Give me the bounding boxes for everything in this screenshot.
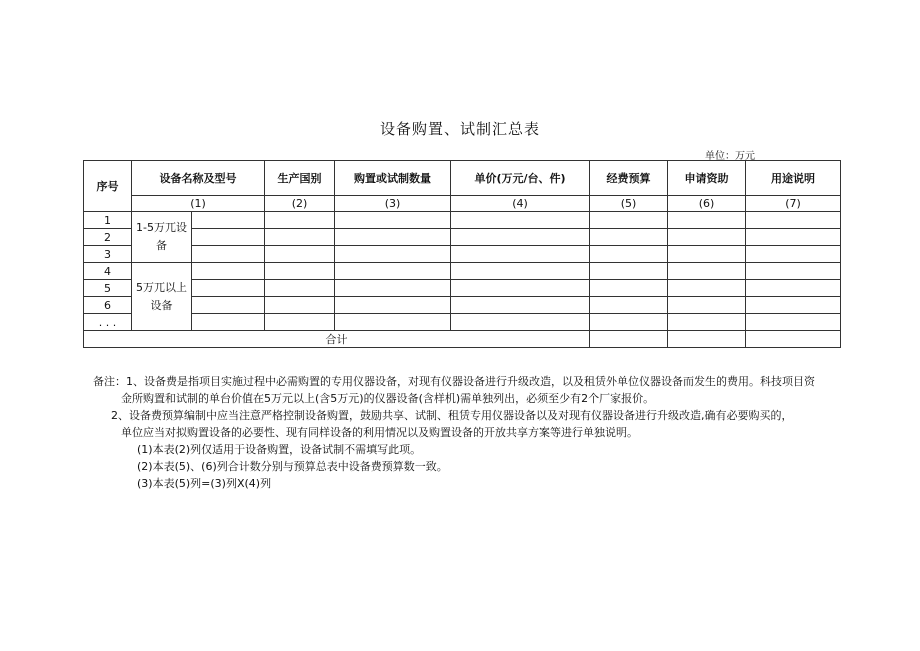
notes-section	[93, 373, 873, 492]
table-cell[interactable]	[668, 212, 746, 229]
note-line: (3)本表(5)列=(3)列X(4)列	[137, 477, 272, 490]
note-line: (1)本表(2)列仅适用于设备购置，设备试制不需填写此项。	[137, 443, 422, 456]
col-number: (6)	[668, 196, 746, 212]
table-cell[interactable]	[590, 280, 668, 297]
header-device-name: 设备名称及型号	[132, 161, 265, 196]
header-purpose: 用途说明	[746, 161, 841, 196]
table-cell[interactable]	[192, 212, 265, 229]
header-index: 序号	[84, 161, 132, 212]
table-row	[84, 314, 841, 331]
table-cell[interactable]	[746, 212, 841, 229]
header-quantity: 购置或试制数量	[335, 161, 451, 196]
total-budget-cell[interactable]	[590, 331, 668, 348]
table-cell[interactable]	[192, 229, 265, 246]
table-cell[interactable]	[451, 280, 590, 297]
table-cell[interactable]	[590, 246, 668, 263]
table-cell[interactable]	[335, 314, 451, 331]
total-purpose-cell[interactable]	[746, 331, 841, 348]
table-cell[interactable]	[451, 314, 590, 331]
table-cell[interactable]	[265, 280, 335, 297]
col-number: (7)	[746, 196, 841, 212]
table-row	[84, 297, 841, 314]
table-row	[84, 229, 841, 246]
note-line: (2)本表(5)、(6)列合计数分别与预算总表中设备费预算数一致。	[137, 460, 448, 473]
col-number: (3)	[335, 196, 451, 212]
table-cell[interactable]	[335, 263, 451, 280]
table-cell[interactable]	[668, 297, 746, 314]
table-cell[interactable]	[590, 212, 668, 229]
table-cell[interactable]	[590, 263, 668, 280]
row-number: 2	[84, 229, 132, 246]
table-cell[interactable]	[451, 297, 590, 314]
row-number: 3	[84, 246, 132, 263]
table-cell[interactable]	[335, 229, 451, 246]
table-cell[interactable]	[451, 246, 590, 263]
header-funding: 申请资助	[668, 161, 746, 196]
table-cell[interactable]	[192, 314, 265, 331]
table-cell[interactable]	[335, 212, 451, 229]
header-row	[84, 161, 841, 196]
note-line: 备注：1、设备费是指项目实施过程中必需购置的专用仪器设备，对现有仪器设备进行升级改造，以及租赁外单位仪器设备而发生的费用。科技项目资	[93, 375, 815, 388]
row-number: 5	[84, 280, 132, 297]
row-number: 6	[84, 297, 132, 314]
total-funding-cell[interactable]	[668, 331, 746, 348]
table-cell[interactable]	[265, 263, 335, 280]
table-cell[interactable]	[265, 246, 335, 263]
note-line: 单位应当对拟购置设备的必要性、现有同样设备的利用情况以及购置设备的开放共享方案等进行单独说明。	[121, 426, 638, 439]
table-cell[interactable]	[668, 314, 746, 331]
col-number: (4)	[451, 196, 590, 212]
table-cell[interactable]	[746, 314, 841, 331]
table-cell[interactable]	[451, 229, 590, 246]
table-cell[interactable]	[590, 297, 668, 314]
table-row	[84, 280, 841, 297]
table-cell[interactable]	[192, 263, 265, 280]
column-number-row	[84, 196, 841, 212]
total-label: 合计	[84, 331, 590, 348]
table-cell[interactable]	[192, 297, 265, 314]
table-row	[84, 246, 841, 263]
table-cell[interactable]	[746, 280, 841, 297]
table-cell[interactable]	[335, 246, 451, 263]
table-cell[interactable]	[265, 297, 335, 314]
table-cell[interactable]	[192, 246, 265, 263]
table-cell[interactable]	[335, 297, 451, 314]
table-cell[interactable]	[590, 314, 668, 331]
group-label-1: 1-5万兀设备	[132, 212, 192, 263]
unit-label: 单位：万元	[705, 151, 755, 162]
table-row	[84, 263, 841, 280]
table-cell[interactable]	[746, 246, 841, 263]
table-cell[interactable]	[668, 263, 746, 280]
group-label-2: 5万兀以上设备	[132, 263, 192, 331]
header-budget: 经费预算	[590, 161, 668, 196]
table-cell[interactable]	[335, 280, 451, 297]
row-number: 1	[84, 212, 132, 229]
table-cell[interactable]	[746, 297, 841, 314]
total-row	[84, 331, 841, 348]
table-cell[interactable]	[668, 229, 746, 246]
note-line: 金所购置和试制的单台价值在5万元以上(含5万元)的仪器设备(含样机)需单独列出，必须至少有2个厂家报价。	[121, 392, 655, 405]
summary-table	[83, 160, 841, 348]
note-line: 2、设备费预算编制中应当注意严格控制设备购置，鼓励共享、试制、租赁专用仪器设备以及对现有仪器设备进行升级改造,确有必要购买的，	[111, 409, 793, 422]
table-row	[84, 212, 841, 229]
col-number: (2)	[265, 196, 335, 212]
table-cell[interactable]	[746, 263, 841, 280]
table-cell[interactable]	[451, 263, 590, 280]
row-number: 4	[84, 263, 132, 280]
table-cell[interactable]	[265, 212, 335, 229]
table-cell[interactable]	[668, 246, 746, 263]
row-number: . . .	[84, 314, 132, 331]
table-cell[interactable]	[451, 212, 590, 229]
col-number: (5)	[590, 196, 668, 212]
table-cell[interactable]	[590, 229, 668, 246]
table-cell[interactable]	[668, 280, 746, 297]
col-number: (1)	[132, 196, 265, 212]
header-country: 生产国别	[265, 161, 335, 196]
page-title: 设备购置、试制汇总表	[379, 120, 540, 138]
table-cell[interactable]	[265, 229, 335, 246]
table-cell[interactable]	[192, 280, 265, 297]
table-cell[interactable]	[265, 314, 335, 331]
header-unit-price: 单价(万元/台、件)	[451, 161, 590, 196]
table-cell[interactable]	[746, 229, 841, 246]
